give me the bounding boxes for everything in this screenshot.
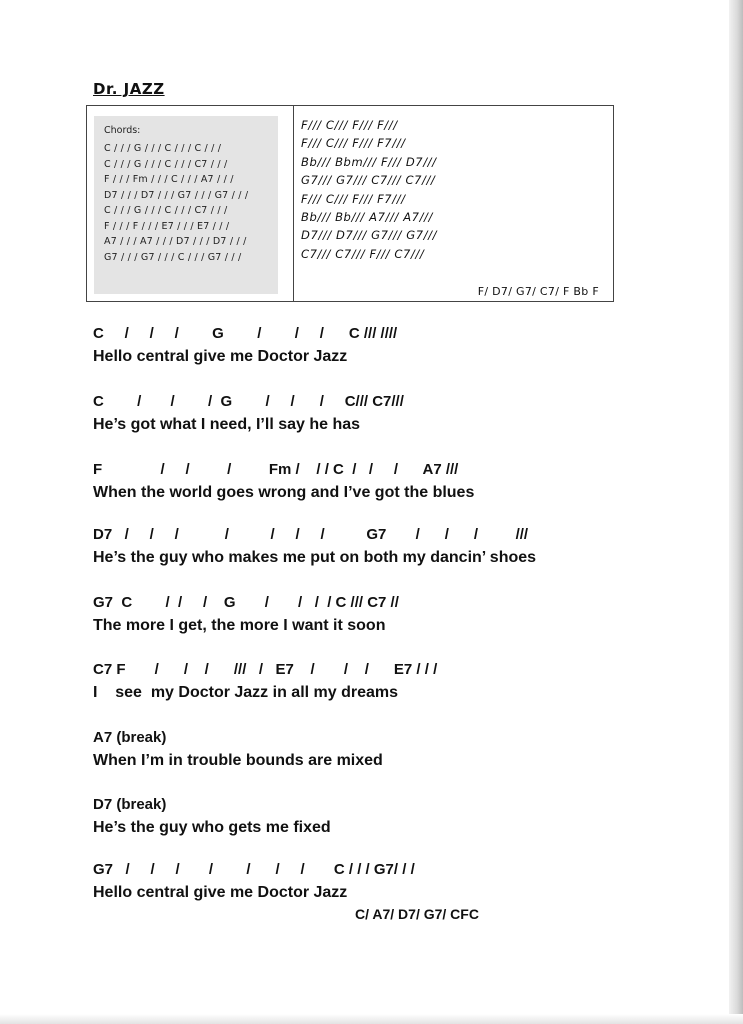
chord-chart-heading: Chords:	[104, 125, 141, 136]
chord-chart-row: A7 / / / A7 / / / D7 / / / D7 / / /	[104, 236, 247, 247]
handwritten-row: F/// C/// F/// F///	[301, 118, 398, 132]
verse-9	[93, 858, 415, 904]
lyric-line: He’s the guy who makes me put on both my dancin’ shoes	[93, 549, 537, 566]
handwritten-row: G7/// G7/// C7/// C7///	[301, 173, 436, 188]
verse-4	[93, 523, 536, 569]
chord-line: C7 F / / / /// / E7 / / / E7 / / /	[93, 661, 438, 678]
chord-chart-row: F / / / Fm / / / C / / / A7 / / /	[104, 174, 234, 185]
lyric-line: He’s got what I need, I’ll say he has	[93, 416, 361, 433]
chord-chart-row: F / / / F / / / E7 / / / E7 / / /	[104, 220, 230, 232]
chord-line: G7 / / / / / / / C / / / G7/ / /	[93, 861, 415, 878]
lyric-line: I see my Doctor Jazz in all my dreams	[93, 684, 399, 701]
verse-5	[93, 591, 399, 637]
page-bottom-shadow	[0, 1014, 743, 1024]
handwritten-row: D7/// D7/// G7/// G7///	[301, 228, 438, 243]
handwritten-row: F/// C/// F/// F7///	[301, 136, 406, 151]
lyric-line: He’s the guy who gets me fixed	[93, 819, 331, 836]
lyric-line: The more I get, the more I want it soon	[93, 617, 386, 634]
chord-chart-row: C / / / G / / / C / / / C7 / / /	[104, 205, 228, 216]
chord-line: D7 (break)	[93, 796, 167, 813]
song-title: Dr. JAZZ	[93, 80, 165, 98]
lyric-line: When I’m in trouble bounds are mixed	[93, 752, 383, 769]
handwritten-row: C7/// C7/// F/// C7///	[301, 246, 425, 261]
lyric-line: Hello central give me Doctor Jazz	[93, 348, 348, 365]
chord-line: A7 (break)	[93, 729, 167, 746]
chord-chart-row: C / / / G / / / C / / / C7 / / /	[104, 158, 228, 170]
chord-chart-row: C / / / G / / / C / / / C / / /	[104, 143, 222, 154]
chord-chart-box	[86, 105, 614, 302]
chord-line: D7 / / / / / / / G7 / / / ///	[93, 526, 529, 543]
page-edge-shadow	[729, 0, 743, 1024]
lyric-line: When the world goes wrong and I’ve got the blues	[93, 484, 475, 501]
chord-box-divider	[293, 106, 294, 301]
chord-chart-row: G7 / / / G7 / / / C / / / G7 / / /	[104, 251, 242, 263]
handwritten-chord-chart	[301, 116, 601, 263]
chord-line: G7 C / / / G / / / / C /// C7 //	[93, 594, 399, 611]
handwritten-row: Bb/// Bbm/// F/// D7///	[301, 154, 437, 169]
turnaround-line: F/ D7/ G7/ C7/ F Bb F	[477, 285, 599, 298]
verse-1	[93, 322, 397, 368]
verse-3	[93, 458, 474, 504]
verse-7	[93, 726, 383, 772]
printed-chord-chart	[94, 116, 278, 294]
verse-2	[93, 390, 404, 436]
handwritten-row: F/// C/// F/// F7///	[301, 191, 406, 206]
chord-line: F / / / Fm / / / C / / / A7 ///	[93, 461, 459, 478]
handwritten-row: Bb/// Bb/// A7/// A7///	[301, 209, 434, 224]
verse-6	[93, 658, 437, 704]
chord-line: C / / / G / / / C/// C7///	[93, 393, 404, 410]
chord-line: C / / / G / / / C /// ////	[93, 325, 398, 342]
verse-8	[93, 793, 331, 839]
lyric-line: Hello central give me Doctor Jazz	[93, 884, 348, 901]
ending-chords: C/ A7/ D7/ G7/ CFC	[355, 906, 479, 922]
chord-chart-row: D7 / / / D7 / / / G7 / / / G7 / / /	[104, 189, 249, 201]
